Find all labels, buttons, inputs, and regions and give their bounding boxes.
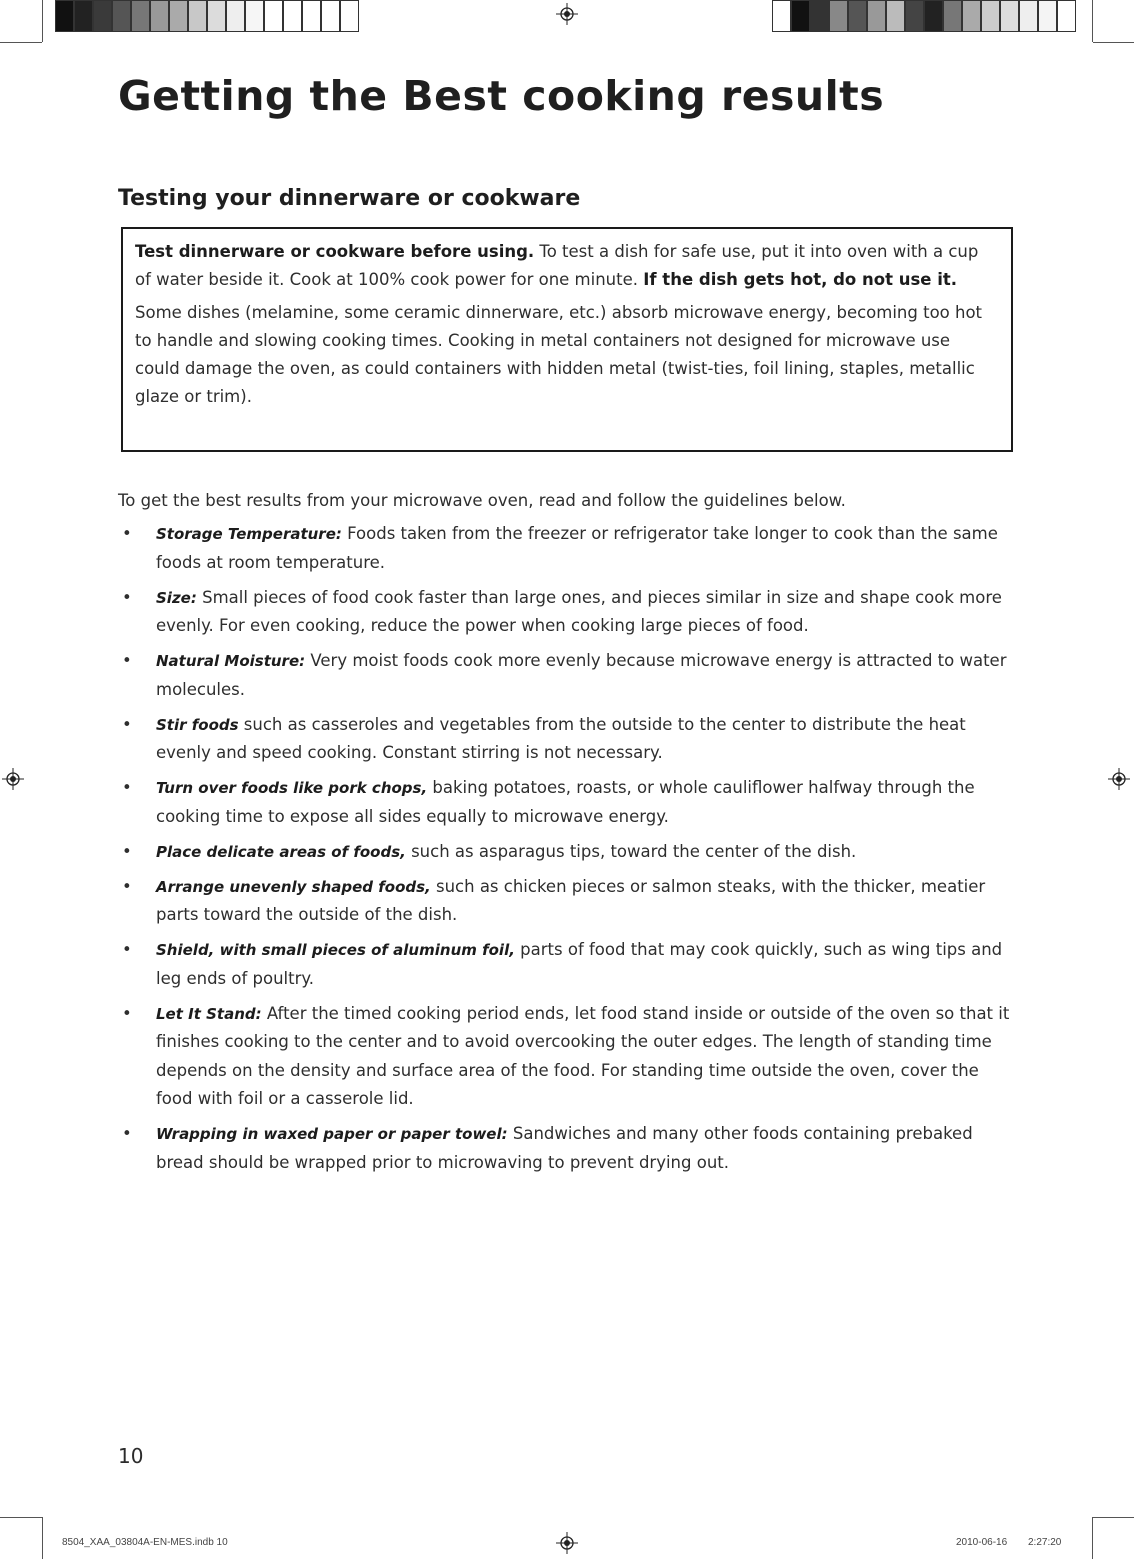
bullet-icon: • bbox=[122, 714, 132, 734]
bullet-icon: • bbox=[122, 651, 132, 670]
note-lead-bold: Test dinnerware or cookware before using. bbox=[135, 242, 535, 261]
list-item bbox=[118, 873, 1018, 930]
crop-mark-bottom-right-h bbox=[1093, 1517, 1134, 1518]
crop-mark-top-left-v bbox=[42, 0, 43, 42]
tip-text: such as casseroles and vegetables from the outside to the center to distribute the heat evenly and speed cooking. Constant stirring is not necessary. bbox=[156, 714, 966, 762]
cooking-tips-list bbox=[118, 520, 1018, 1184]
note-text: To test a dish for safe use, put it into oven with a cup of water beside it. Cook at 100% cook power for one minute. bbox=[135, 242, 979, 289]
tip-text: Foods taken from the freezer or refrigerator take longer to cook than the same foods at room temperature. bbox=[156, 524, 998, 572]
dinnerware-test-note-box bbox=[121, 227, 1013, 452]
tip-lead: Turn over foods like pork chops, bbox=[156, 779, 428, 797]
tip-lead: Wrapping in waxed paper or paper towel: bbox=[156, 1125, 508, 1143]
list-item bbox=[118, 711, 1018, 768]
bullet-icon: • bbox=[122, 1003, 132, 1023]
list-item bbox=[118, 936, 1018, 993]
tip-lead: Place delicate areas of foods, bbox=[156, 842, 406, 861]
tip-text: Very moist foods cook more evenly because microwave energy is attracted to water molecules. bbox=[156, 651, 1007, 699]
footer-date: 2010-06-16 bbox=[956, 1537, 1008, 1548]
tip-text: Small pieces of food cook faster than large ones, and pieces similar in size and shape cook more evenly. For even cooking, reduce the power when cooking large pieces of food. bbox=[156, 587, 1002, 635]
tip-text: such as asparagus tips, toward the center of the dish. bbox=[405, 841, 857, 861]
crop-mark-top-right-h bbox=[1093, 42, 1134, 43]
crop-mark-bottom-left-h bbox=[0, 1517, 42, 1518]
color-bar-right bbox=[772, 0, 1076, 32]
registration-mark-icon bbox=[1108, 768, 1130, 790]
crop-mark-top-right-v bbox=[1092, 0, 1093, 42]
bullet-icon: • bbox=[122, 841, 132, 861]
tip-lead: Size: bbox=[156, 588, 197, 607]
tip-text: Sandwiches and many other foods containing prebaked bread should be wrapped prior to microwaving to prevent drying out. bbox=[156, 1124, 973, 1172]
registration-mark-icon bbox=[556, 1532, 578, 1554]
bullet-icon: • bbox=[122, 876, 132, 896]
list-item bbox=[118, 1120, 1018, 1177]
bullet-icon: • bbox=[122, 524, 132, 543]
footer-file-slug: 8504_XAA_03804A-EN-MES.indb 10 bbox=[62, 1537, 228, 1548]
tip-lead: Storage Temperature: bbox=[156, 525, 342, 543]
tip-text: After the timed cooking period ends, let food stand inside or outside of the oven so that it finishes cooking to the center and to avoid overcooking the outer edges. The length of standing time depends on the density and surface area of the food. For standing time outside the oven, cover the food with foil or a casserole lid. bbox=[156, 1003, 1010, 1108]
bullet-icon: • bbox=[122, 940, 132, 959]
tip-lead: Shield, with small pieces of aluminum foil, bbox=[156, 941, 515, 959]
note-warning: If the dish gets hot, do not use it. bbox=[643, 270, 958, 289]
bullet-icon: • bbox=[122, 587, 132, 607]
bullet-icon: • bbox=[122, 1124, 132, 1143]
list-item bbox=[118, 584, 1018, 641]
registration-mark-icon bbox=[2, 768, 24, 790]
tip-lead: Natural Moisture: bbox=[156, 652, 306, 670]
tip-text: parts of food that may cook quickly, such as wing tips and leg ends of poultry. bbox=[156, 940, 1003, 988]
tip-text: such as chicken pieces or salmon steaks, with the thicker, meatier parts toward the outside of the dish. bbox=[156, 876, 986, 924]
list-item bbox=[118, 520, 1018, 577]
tip-lead: Arrange unevenly shaped foods, bbox=[156, 877, 431, 896]
crop-mark-top-left-h bbox=[0, 42, 42, 43]
note-paragraph-1 bbox=[135, 238, 999, 294]
color-bar-left bbox=[55, 0, 359, 32]
page-number: 10 bbox=[118, 1444, 144, 1468]
registration-mark-icon bbox=[556, 3, 578, 25]
tip-text: baking potatoes, roasts, or whole cauliflower halfway through the cooking time to expose all sides equally to microwave energy. bbox=[156, 778, 975, 826]
list-item bbox=[118, 838, 1018, 867]
list-item bbox=[118, 774, 1018, 831]
crop-mark-bottom-left-v bbox=[42, 1517, 43, 1559]
bullet-icon: • bbox=[122, 778, 132, 797]
intro-paragraph: To get the best results from your microwave oven, read and follow the guidelines below. bbox=[118, 491, 846, 510]
list-item bbox=[118, 647, 1018, 704]
note-paragraph-2: Some dishes (melamine, some ceramic dinnerware, etc.) absorb microwave energy, becoming too hot to handle and slowing cooking times. Cooking in metal containers not designed for microwave use could damage the oven, as could containers with hidden metal (twist-ties, foil lining, staples, metallic glaze or trim). bbox=[135, 303, 983, 406]
list-item bbox=[118, 1000, 1018, 1114]
section-heading: Testing your dinnerware or cookware bbox=[118, 186, 581, 211]
footer-time: 2:27:20 bbox=[1028, 1537, 1062, 1548]
tip-lead: Stir foods bbox=[156, 715, 239, 734]
tip-lead: Let It Stand: bbox=[156, 1004, 262, 1023]
page-title: Getting the Best cooking results bbox=[118, 72, 885, 120]
crop-mark-bottom-right-v bbox=[1092, 1517, 1093, 1559]
